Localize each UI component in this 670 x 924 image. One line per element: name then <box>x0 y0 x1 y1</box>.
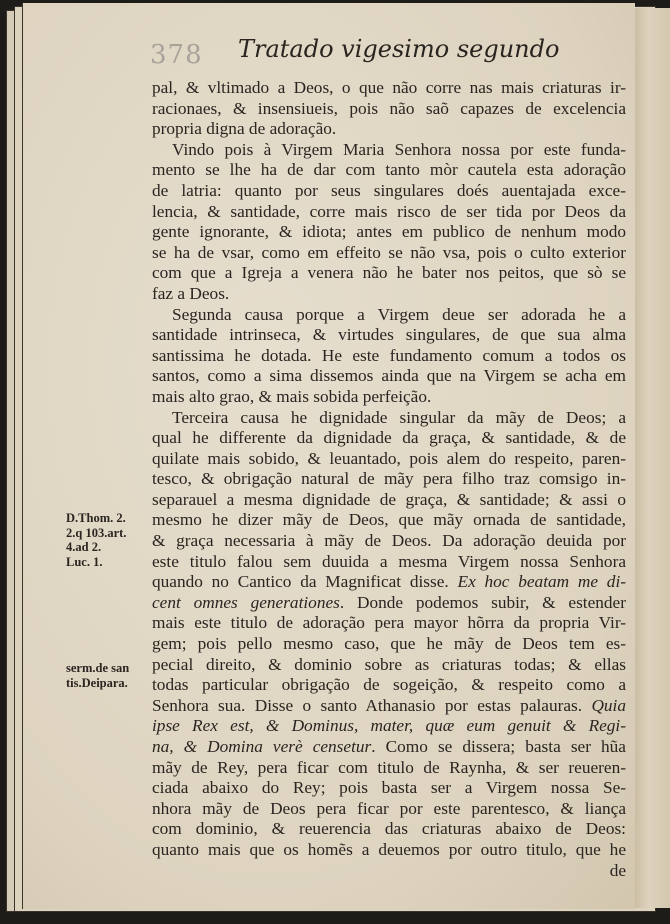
text-line: mais alto grao, & mais sobida perfeição. <box>152 386 432 406</box>
text-line <box>152 716 626 737</box>
latin-quote: ipse Rex est, & Dominus, mater, quæ eum genuit & Regi- <box>152 716 626 736</box>
text-line: mesmo he dizer mãy de Deos, que mãy ornada de santidade, <box>152 510 626 530</box>
text-line: & graça necessaria à mãy de Deos. Da adoração deuida por <box>152 531 626 551</box>
text-line <box>152 696 626 717</box>
catchword: de <box>609 860 626 880</box>
body-text <box>152 78 626 881</box>
text-line: mais este titulo de adoração pera mayor hõrra da propria Vir- <box>152 613 626 633</box>
text-line: nhora mãy de Deos pera ficar por este parentesco, & liança <box>152 798 626 818</box>
margin-note-sermon <box>66 661 129 690</box>
text-line <box>152 737 626 758</box>
text-line: tesco, & obrigação natural de mãy pera filho traz comsigo in- <box>152 469 626 489</box>
text-line: se ha de vsar, como em effeito se não vsa, pois o culto exterior <box>152 242 626 262</box>
text-line: este titulo falou sem duuida a mesma Virgem nossa Senhora <box>152 551 626 571</box>
text-line: mento se lhe ha de dar com tanto mòr cautela esta adoração <box>152 160 626 180</box>
text-line: com que a Igreja a venera não he bater nos peitos, que sò se <box>152 263 626 283</box>
text-segment: Senhora sua. Disse o santo Athanasio por estas palauras. <box>152 695 592 715</box>
text-segment: . Como se dissera; basta ser hũa <box>371 737 626 756</box>
text-line: santos, como a sima dissemos ainda que na Virgem se acha em <box>152 366 626 386</box>
text-line: separauel a mesma dignidade de graça, & santidade; & assi o <box>152 489 626 509</box>
text-line: lencia, & santidade, corre mais risco de ser tida por Deos da <box>152 201 626 221</box>
text-line: ciada abaixo do Rey; pois basta ser a Virgem nossa Se- <box>152 778 626 798</box>
text-line: Terceira causa he dignidade singular da mãy de Deos; a <box>172 407 626 427</box>
text-line: pal, & vltimado a Deos, o que não corre nas mais criaturas ir- <box>152 78 626 97</box>
margin-line: D.Thom. 2. <box>66 511 126 525</box>
text-line: de latria: quanto por seus singulares doés auentajada exce- <box>152 180 626 200</box>
latin-quote: Quia <box>591 695 626 715</box>
text-line: propria digna de adoração. <box>152 119 337 139</box>
text-line: Segunda causa porque a Virgem deue ser adorada he a <box>172 304 626 324</box>
latin-quote: na, & Domina verè censetur <box>152 737 372 756</box>
text-line: faz a Deos. <box>152 283 230 303</box>
margin-line: tis.Deipara. <box>66 675 128 690</box>
text-line <box>152 572 626 593</box>
text-line: mãy de Rey, pera ficar com titulo de Raynha, & ser reueren- <box>152 757 626 777</box>
text-line: gem; pois pello mesmo caso, que he mãy de Deos tem es- <box>152 634 626 654</box>
text-line: com dominio, & reuerencia das criaturas abaixo de Deos: <box>152 819 626 839</box>
book-gutter <box>634 8 670 908</box>
text-line: santissima he dotada. He este fundamento comum a todos os <box>152 345 626 365</box>
running-head: Tratado vigesimo segundo <box>238 35 560 63</box>
margin-line: Luc. 1. <box>66 554 103 569</box>
text-line: pecial direito, & dominio sobre as criaturas todas; & ellas <box>152 654 626 674</box>
text-line: racionaes, & insensiueis, pois não saõ capazes de excelencia <box>152 98 626 118</box>
margin-line: 4.ad 2. <box>66 540 102 554</box>
latin-quote: cent omnes generationes <box>152 592 340 612</box>
text-line: gente ignorante, & idiota; antes em publico de nenhum modo <box>152 222 626 242</box>
latin-quote: Ex hoc beatam me di- <box>457 572 626 592</box>
text-line: todas particular obrigação de sogeição, & respeito como a <box>152 675 626 695</box>
text-line: santidade intrinseca, & virtudes singulares, de que sua alma <box>152 325 626 345</box>
margin-line: serm.de san <box>66 661 130 675</box>
text-line: quilate mais sobido, & leuantado, pois alem do respeito, paren- <box>152 448 626 468</box>
text-segment: quando no Cantico da Magnificat disse. <box>152 572 458 592</box>
page-number: 378 <box>150 40 203 70</box>
text-line: quanto mais que os homẽs a deuemos por outro titulo, que he <box>152 839 626 859</box>
text-line: Vindo pois à Virgem Maria Senhora nossa por este funda- <box>172 139 626 159</box>
text-line <box>152 593 626 614</box>
margin-line: 2.q 103.art. <box>66 525 127 540</box>
margin-note-thomas <box>66 511 126 569</box>
text-segment: . Donde podemos subir, & estender <box>339 592 626 612</box>
text-line: qual he differente da dignidade da graça, & santidade, & de <box>152 428 626 448</box>
